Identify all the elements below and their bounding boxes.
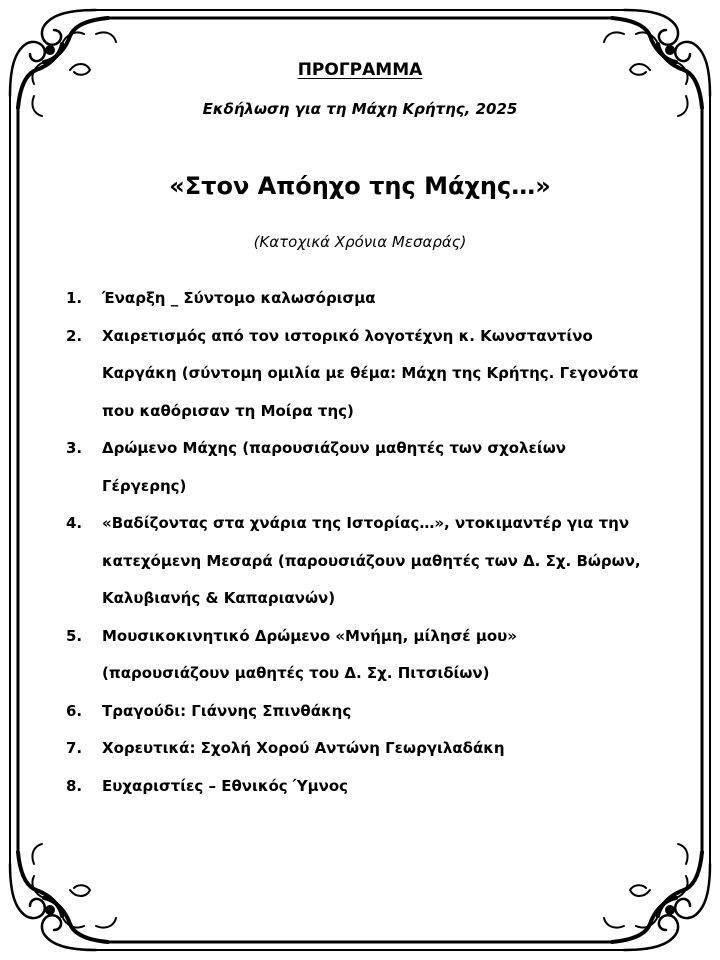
program-heading: ΠΡΟΓΡΑΜΜΑ	[297, 60, 423, 80]
event-subtitle: Εκδήλωση για τη Μάχη Κρήτης, 2025	[202, 100, 518, 118]
program-item	[66, 768, 646, 806]
item-number: 5.	[66, 626, 83, 645]
item-text: Μουσικοκινητικό Δρώμενο «Μνήμη, μίλησέ μου» (παρουσιάζουν μαθητές του Δ. Σχ. Πιτσιδίων)	[102, 626, 517, 682]
item-text: Ευχαριστίες – Εθνικός Ύμνος	[102, 776, 349, 795]
item-number: 8.	[66, 776, 83, 795]
program-item	[66, 693, 646, 731]
program-item	[66, 318, 646, 431]
event-title: «Στον Απόηχο της Μάχης…»	[169, 172, 551, 200]
item-number: 7.	[66, 739, 83, 757]
program-item	[66, 505, 646, 618]
program-item	[66, 430, 646, 505]
item-number: 3.	[66, 439, 83, 457]
program-list	[66, 280, 646, 805]
item-text: Τραγούδι: Γιάννης Σπινθάκης	[102, 701, 352, 720]
item-text: Έναρξη _ Σύντομο καλωσόρισμα	[102, 289, 376, 307]
item-number: 1.	[66, 289, 83, 307]
item-text: Χαιρετισμός από τον ιστορικό λογοτέχνη κ. Κωνσταντίνο Καργάκη (σύντομη ομιλία με θέμα: Μάχη της Κρήτης. Γεγονότα που καθόρισαν τη Μοίρα της)	[102, 326, 639, 420]
item-number: 4.	[66, 514, 83, 532]
corner-ornament-bottom-right	[604, 844, 710, 950]
item-text: «Βαδίζοντας στα χνάρια της Ιστορίας…», ντοκιμαντέρ για την κατεχόμενη Μεσαρά (παρουσιάζουν μαθητές των Δ. Σχ. Βώρων, Καλυβιανής & Καπαριανών)	[102, 514, 641, 607]
event-caption: (Κατοχικά Χρόνια Μεσαράς)	[253, 233, 467, 251]
item-number: 6.	[66, 701, 83, 720]
program-item	[66, 280, 646, 318]
item-text: Δρώμενο Μάχης (παρουσιάζουν μαθητές των σχολείων Γέργερης)	[102, 439, 566, 495]
program-item	[66, 618, 646, 693]
item-text: Χορευτικά: Σχολή Χορού Αντώνη Γεωργιλαδάκη	[102, 739, 505, 757]
program-item	[66, 730, 646, 768]
corner-ornament-bottom-left	[10, 844, 116, 950]
item-number: 2.	[66, 326, 83, 345]
